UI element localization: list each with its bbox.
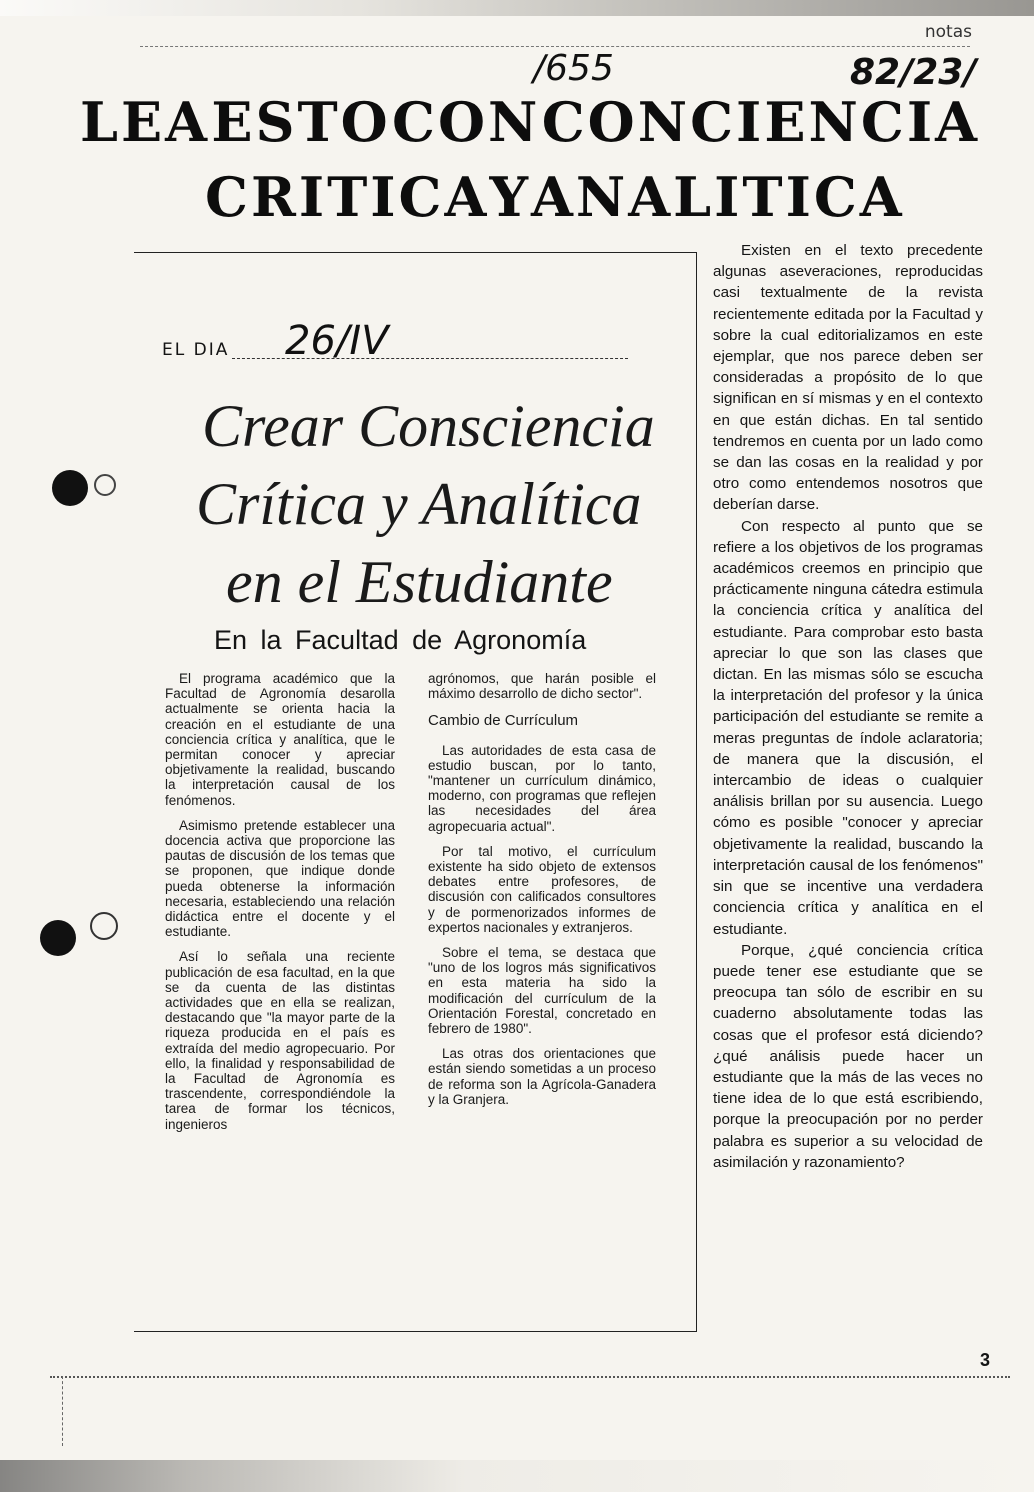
- headline-word: Y: [489, 165, 531, 229]
- clipping-subtitle: En la Facultad de Agronomía: [214, 625, 587, 655]
- paragraph: Con respecto al punto que se refiere a los objetivos de los programas académicos creemos en principio que prácticamente ninguna cátedra estimula la conciencia crítica y analítica del estudiante. Para comprobar esto basta apreciar lo que son las clases que dictan. En las mismas sólo se escucha la interpretación del profesor y la única participación del estudiante se remite a meras preguntas de índole aclaratoria; de manera que la discusión, el intercambio de ideas o cualquier análisis brillan por su ausencia. Luego cómo es posible "conocer y apreciar objetivamente la realidad, buscando la interpretación causal de los fenómenos" sin que se incentive una verdadera conciencia crítica y analítica en el estudiante.: [713, 517, 983, 938]
- handwritten-reference-left: /655: [533, 48, 614, 89]
- section-heading: Cambio de Currículum: [428, 712, 579, 730]
- clipping-column-b: [428, 671, 656, 1117]
- bottom-dotted-rule: [50, 1376, 1010, 1378]
- clipping-title-line-1: Crear Consciencia: [202, 393, 655, 459]
- paragraph: Sobre el tema, se destaca que "uno de los logros más significativos en esta materia ha sido la modificación del currículum de la Orientación Forestal, concretado en febrero de 1980".: [428, 945, 656, 1037]
- clipping-title-line-3: en el Estudiante: [226, 549, 613, 615]
- binder-hole-1: [52, 470, 88, 506]
- headline-line-1: [80, 90, 980, 154]
- paragraph: Las otras dos orientaciones que están siendo sometidas a un proceso de reforma son la Agrícola-Ganadera y la Granjera.: [428, 1046, 656, 1107]
- paragraph: Por tal motivo, el currículum existente ha sido objeto de extensos debates entre profesores, de discusión con calificados consultores y de pormenorizados informes de expertos nacionales y extranjeros.: [428, 843, 656, 935]
- clipping-column-a: [165, 671, 395, 1142]
- commentary-column: [713, 240, 983, 1173]
- headline-line-2: [205, 165, 905, 229]
- headline-word: CON: [392, 90, 541, 154]
- binder-ring-2: [90, 912, 118, 940]
- paragraph: Asimismo pretende establecer una docencia activa que proporcione las pautas de discusión de los temas que se proponen, que indique donde pueda obtenerse la información necesaria, estableciendo una relación didáctica entre el docente y el estudiante.: [165, 817, 395, 940]
- notes-label: notas: [924, 22, 972, 42]
- binder-ring-1: [94, 474, 116, 496]
- paragraph: Porque, ¿qué conciencia crítica puede tener ese estudiante que se preocupa tan sólo de escribir en su cuaderno absolutamente todas las cosas que el profesor está diciendo? ¿qué análisis puede hacer un estudiante que la más de las veces no tiene idea de lo que está escribiendo, porque la preocupación por no perder palabra es superior a su velocidad de asimilación y razonamiento?: [713, 941, 983, 1171]
- handwritten-reference-right: 82/23/: [850, 52, 977, 93]
- binder-hole-2: [40, 920, 76, 956]
- dia-label: EL DIA: [162, 340, 230, 360]
- paragraph: agrónomos, que harán posible el máximo desarrollo de dicho sector".: [428, 671, 656, 702]
- paragraph: Así lo señala una reciente publicación de esa facultad, en la que se da cuenta de las distintas actividades que en ella se realizan, destacando que "la mayor parte de la riqueza producida en el país es extraída del medio agropecuario. Por ello, la finalidad y responsabilidad de la Facultad de Agronomía es trascendente, correspondiéndole la tarea de formar los técnicos, ingenieros: [165, 949, 395, 1132]
- paragraph: Las autoridades de esta casa de estudio buscan, por lo tanto, "mantener un currículum dinámico, moderno, con programas que reflejen las necesidades del área agropecuaria actual".: [428, 742, 656, 834]
- handwritten-date: 26/IV: [285, 318, 389, 364]
- paragraph: Existen en el texto precedente algunas aseveraciones, reproducidas casi textualmente de la revista recientemente editada por la Facultad y sobre la cual editorializamos en este ejemplar, que nos parece deben ser consideradas a propósito de lo que significan en sí mismas y en el contexto en que están dichas. En tal sentido tendremos en cuenta por un lado como se dan las cosas en la realidad y por otro como entendemos nosotros que deberían darse.: [713, 242, 983, 514]
- headline-word: CONCIENCIA: [541, 90, 980, 154]
- top-dashed-rule: [140, 46, 970, 47]
- headline-word: CRITICA: [205, 165, 490, 229]
- clipping-title-line-2: Crítica y Analítica: [196, 471, 642, 537]
- margin-dash: [62, 1376, 63, 1446]
- scan-shadow-top: [0, 0, 1034, 16]
- page-number: 3: [980, 1350, 991, 1370]
- headline-word: LEA: [80, 90, 211, 154]
- headline-word: ESTO: [211, 90, 391, 154]
- paragraph: El programa académico que la Facultad de Agronomía desarolla actualmente se orienta hacia la creación en el estudiante de una conciencia crítica y analítica, que le permitan conocer y apreciar objetivamente la realidad, buscando la interpretación causal de los fenómenos.: [165, 671, 395, 808]
- scan-shadow-bottom: [0, 1460, 1034, 1492]
- headline-word: ANALITICA: [531, 165, 905, 229]
